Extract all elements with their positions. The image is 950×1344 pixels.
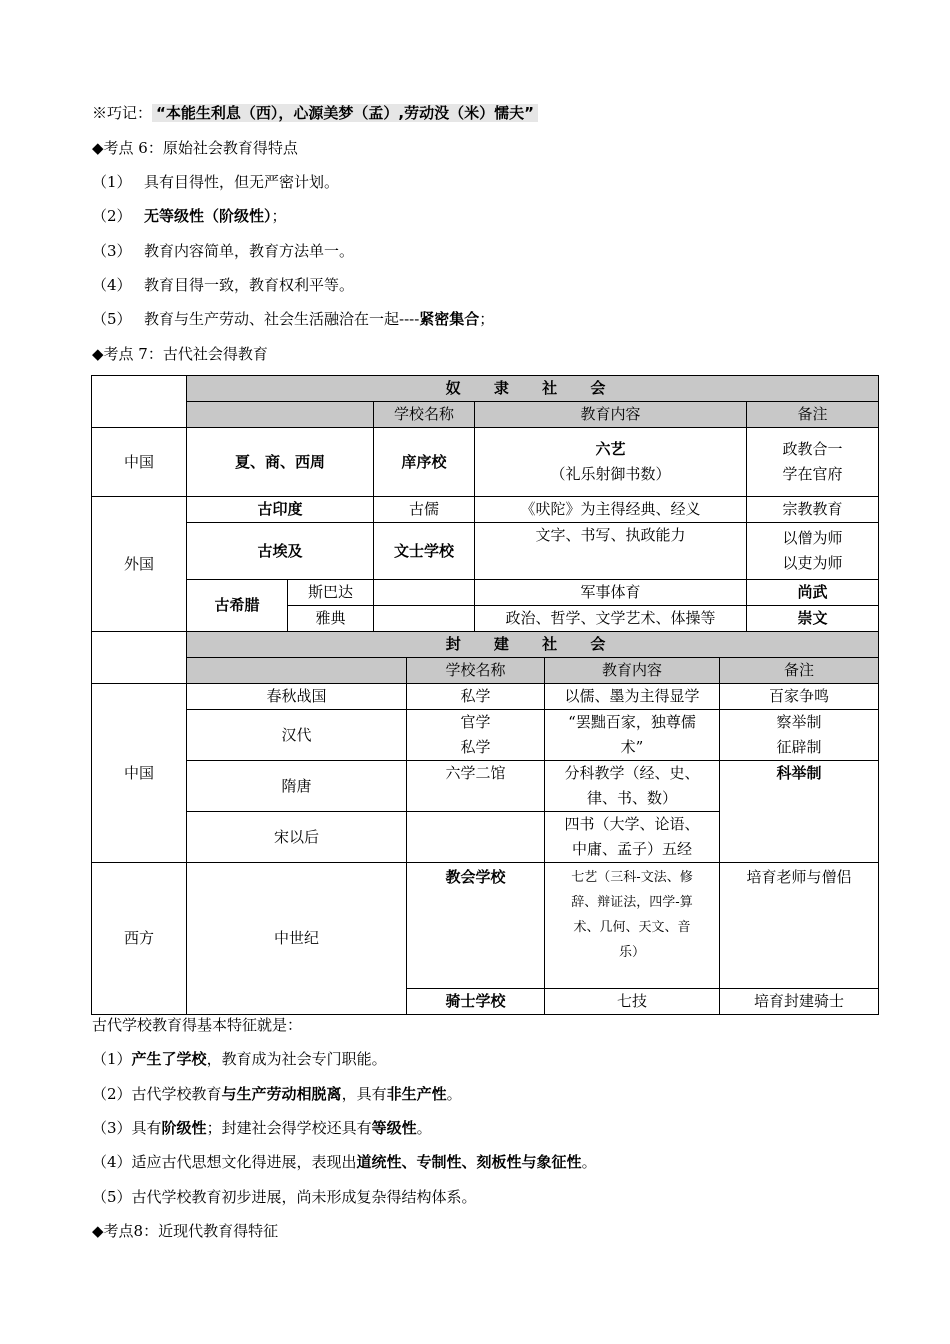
content-seven-skills: 七技: [545, 989, 720, 1015]
note-athens: 崇文: [747, 606, 879, 632]
col-school-name: 学校名称: [407, 658, 545, 684]
content-veda: 《吠陀》为主得经典、经义: [475, 497, 747, 523]
note-keju: 科举制: [720, 761, 879, 863]
blank-header-cell: [187, 402, 374, 428]
country-india: 古印度: [187, 497, 374, 523]
blank-cell: [92, 632, 187, 684]
feudal-society-table: [91, 631, 879, 1015]
point6-item-3: （3） 教育内容简单，教育方法单一。: [92, 242, 355, 260]
era-middle-ages: 中世纪: [187, 863, 407, 1015]
region-west: 西方: [92, 863, 187, 1015]
note-sparta: 尚武: [747, 580, 879, 606]
note-china: 政教合一 学在官府: [747, 428, 879, 497]
col-note: 备注: [720, 658, 879, 684]
feature-2: （2）古代学校教育与生产劳动相脱离，具有非生产性。: [92, 1085, 462, 1103]
feature-5: （5）古代学校教育初步进展，尚未形成复杂得结构体系。: [92, 1188, 477, 1206]
content-athens: 政治、哲学、文学艺术、体操等: [475, 606, 747, 632]
era-song: 宋以后: [187, 812, 407, 863]
point8-title: ◆考点8：近现代教育得特征: [92, 1222, 279, 1240]
feature-3: （3）具有阶级性；封建社会得学校还具有等级性。: [92, 1119, 432, 1137]
point6-item-1: （1） 具有目得性，但无严密计划。: [92, 173, 340, 191]
school-han: 官学 私学: [407, 710, 545, 761]
school-xiangxu: 庠序校: [374, 428, 475, 497]
note-spring: 百家争鸣: [720, 684, 879, 710]
region-foreign: 外国: [92, 497, 187, 632]
blank-cell: [407, 812, 545, 863]
region-china: 中国: [92, 684, 187, 863]
point6-item-4: （4） 教育目得一致，教育权利平等。: [92, 276, 355, 294]
era-xia-shang-zhou: 夏、商、西周: [187, 428, 374, 497]
col-content: 教育内容: [545, 658, 720, 684]
era-spring-autumn: 春秋战国: [187, 684, 407, 710]
note-han: 察举制 征辟制: [720, 710, 879, 761]
col-note: 备注: [747, 402, 879, 428]
content-sparta: 军事体育: [475, 580, 747, 606]
note-india: 宗教教育: [747, 497, 879, 523]
school-church: 教会学校: [407, 863, 545, 989]
school-knight: 骑士学校: [407, 989, 545, 1015]
col-school-name: 学校名称: [374, 402, 475, 428]
note-egypt: 以僧为师 以吏为师: [747, 523, 879, 580]
city-athens: 雅典: [288, 606, 374, 632]
blank-cell: [92, 376, 187, 428]
blank-cell: [374, 606, 475, 632]
era-han: 汉代: [187, 710, 407, 761]
note-knight: 培育封建骑士: [720, 989, 879, 1015]
content-spring: 以儒、墨为主得显学: [545, 684, 720, 710]
content-song: 四书（大学、论语、 中庸、孟子）五经: [545, 812, 720, 863]
school-scribe: 文士学校: [374, 523, 475, 580]
country-egypt: 古埃及: [187, 523, 374, 580]
feature-4: （4）适应古代思想文化得进展，表现出道统性、专制性、刻板性与象征性。: [92, 1153, 597, 1171]
feudal-society-header: 封 建 社 会: [187, 632, 879, 658]
content-liuyi: 六艺 （礼乐射御书数）: [475, 428, 747, 497]
content-egypt: 文字、书写、执政能力: [475, 523, 747, 580]
slave-society-table: [91, 375, 879, 632]
era-sui-tang: 隋唐: [187, 761, 407, 812]
point6-title: ◆考点 6：原始社会教育得特点: [92, 139, 298, 157]
col-content: 教育内容: [475, 402, 747, 428]
content-seven-arts: 七艺（三科-文法、修 辞、辩证法，四学-算 术、几何、天文、音 乐）: [545, 863, 720, 989]
point6-item-5: （5） 教育与生产劳动、社会生活融洽在一起----紧密集合；: [92, 310, 495, 328]
note-church: 培育老师与僧侣: [720, 863, 879, 989]
slave-society-header: 奴 隶 社 会: [187, 376, 879, 402]
region-china: 中国: [92, 428, 187, 497]
blank-header-cell: [187, 658, 407, 684]
blank-cell: [374, 580, 475, 606]
content-sui-tang: 分科教学（经、史、 律、书、数）: [545, 761, 720, 812]
tip-mnemonic: “本能生利息（西），心源美梦（孟）,劳动没（米）懦夫”: [152, 104, 538, 122]
school-sui-tang: 六学二馆: [407, 761, 545, 812]
point7-title: ◆考点 7：古代社会得教育: [92, 345, 268, 363]
city-sparta: 斯巴达: [288, 580, 374, 606]
country-greece: 古希腊: [187, 580, 288, 632]
school-private: 私学: [407, 684, 545, 710]
feature-1: （1）产生了学校，教育成为社会专门职能。: [92, 1050, 387, 1068]
school-guru: 古儒: [374, 497, 475, 523]
tip-line: [92, 100, 538, 126]
point6-item-2: （2） 无等级性（阶级性）；: [92, 207, 287, 225]
content-han: “罢黜百家，独尊儒 术”: [545, 710, 720, 761]
features-title: 古代学校教育得基本特征就是：: [92, 1016, 303, 1034]
tip-prefix: ※巧记：: [92, 104, 153, 122]
